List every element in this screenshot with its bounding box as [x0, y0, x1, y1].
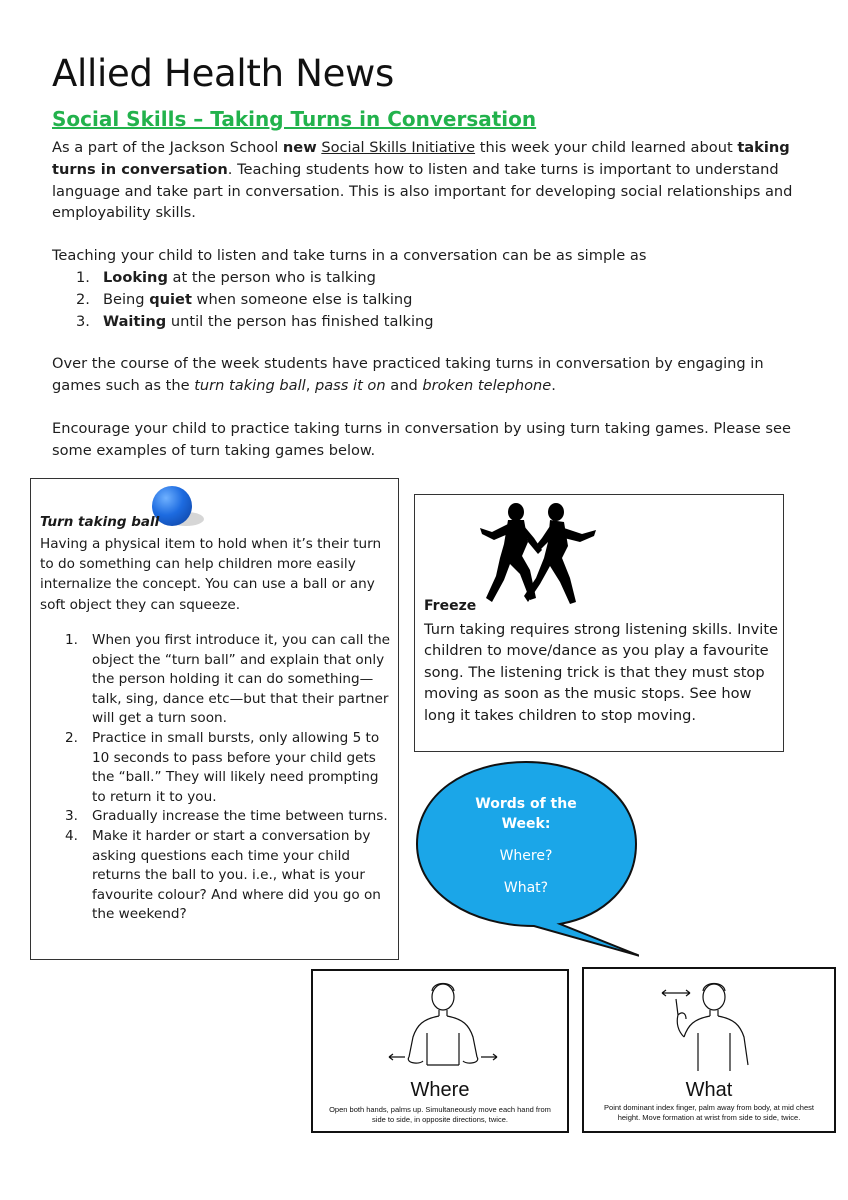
ball-game-heading: Turn taking ball — [40, 514, 160, 530]
step-number: 1. — [65, 632, 78, 648]
practice-end: . — [551, 376, 556, 394]
intro-new: new — [282, 139, 317, 156]
freeze-game-heading: Freeze — [424, 598, 477, 614]
sign-caption-line: height. Move formation at wrist from side to side, twice. — [617, 1112, 801, 1122]
step-number: 2. — [76, 290, 90, 308]
step-pre: Being — [103, 290, 150, 308]
where-sign-figure-icon — [383, 977, 503, 1073]
initiative-link: Social Skills Initiative — [321, 139, 476, 156]
step-bold: Looking — [103, 269, 168, 286]
sign-caption-line: Point dominant index finger, palm away from body, at mid chest — [604, 1103, 814, 1112]
lead-paragraph: Teaching your child to listen and take turns in a conversation can be as simple as — [52, 247, 647, 264]
step-number: 1. — [76, 269, 90, 286]
game-name: pass it on — [314, 376, 386, 394]
game-name: broken telephone — [422, 376, 552, 394]
step-bold: quiet — [149, 290, 192, 308]
sign-caption-line: Open both hands, palms up. Simultaneously move each hand from — [329, 1105, 551, 1114]
practice-sep: , — [305, 376, 315, 394]
freeze-game-description: Turn taking requires strong listening skills. Invite children to move/dance as you play a favourite song. The listening trick is that they must stop moving as soon as the music stops. See how long it takes children to stop moving. — [424, 621, 779, 724]
what-sign-figure-icon — [648, 975, 768, 1075]
word-what: What? — [503, 880, 549, 896]
words-of-week — [432, 794, 620, 898]
step-text: Gradually increase the time between turns. — [92, 808, 388, 825]
intro-topic: taking turns in conversation — [52, 139, 790, 178]
encourage-paragraph: Encourage your child to practice taking turns in conversation by using turn taking games. Please see some examples of turn taking games below. — [52, 420, 791, 459]
intro-text-3: . Teaching students how to listen and take turns is important to understand language and take part in conversation. This is also important for developing social relationships and employability skills. — [52, 160, 793, 222]
steps-list — [52, 267, 752, 332]
list-item — [52, 311, 752, 333]
step-rest: until the person has finished talking — [166, 312, 434, 330]
words-of-week-title — [432, 794, 620, 834]
list-item — [40, 631, 392, 729]
practice-sep: and — [385, 376, 423, 394]
step-bold: Waiting — [103, 312, 167, 330]
sign-card-where — [311, 969, 569, 1133]
step-rest: when someone else is talking — [191, 290, 413, 308]
step-text: When you first introduce it, you can call the object the “turn ball” and explain that only the person holding it can do something—talk, sing, dance etc—but that their partner will get a turn soon. — [92, 632, 391, 727]
words-title-line1: Words of the — [475, 796, 577, 812]
practice-paragraph — [52, 353, 812, 397]
words-title-line2: Week: — [501, 816, 551, 832]
sign-word-what: What — [685, 1079, 733, 1101]
practice-text: Over the course of the week students have practiced taking turns in conversation by engaging in games such as the — [52, 355, 764, 394]
word-where: Where? — [499, 848, 553, 864]
intro-text-2: this week your child learned about — [475, 139, 738, 156]
step-rest: at the person who is talking — [167, 269, 376, 286]
page-title: Allied Health News — [52, 52, 394, 95]
step-text: Practice in small bursts, only allowing 5 to 10 seconds to pass before your child gets the “ball.” They will likely need prompting to return it to you. — [92, 729, 380, 805]
page-subtitle: Social Skills – Taking Turns in Conversation — [52, 107, 537, 131]
sign-caption-line: side to side, in opposite directions, twice. — [372, 1114, 508, 1124]
ball-game-description: Having a physical item to hold when it’s their turn to do something can help children more easily internalize the concept. You can use a ball or any soft object they can squeeze. — [40, 536, 382, 613]
game-name: turn taking ball — [194, 376, 306, 394]
list-item — [40, 807, 392, 827]
step-number: 3. — [76, 312, 90, 330]
list-item — [52, 289, 752, 311]
step-number: 4. — [65, 827, 78, 844]
sign-word-where: Where — [410, 1079, 470, 1101]
sign-caption-where — [313, 1105, 567, 1124]
step-text: Make it harder or start a conversation by asking questions each time your child returns the ball to you. i.e., what is your favourite colour? And where did you go on the weekend? — [92, 827, 381, 923]
sign-card-what — [582, 967, 836, 1133]
step-number: 3. — [65, 808, 78, 825]
intro-paragraph — [52, 137, 797, 224]
intro-text-1: As a part of the Jackson School — [52, 139, 283, 156]
step-number: 2. — [65, 729, 78, 746]
list-item — [40, 827, 392, 925]
ball-game-steps — [40, 631, 392, 925]
sign-caption-what — [584, 1103, 834, 1122]
dancers-silhouette-icon — [470, 498, 600, 610]
list-item — [40, 729, 392, 807]
list-item — [52, 267, 752, 289]
